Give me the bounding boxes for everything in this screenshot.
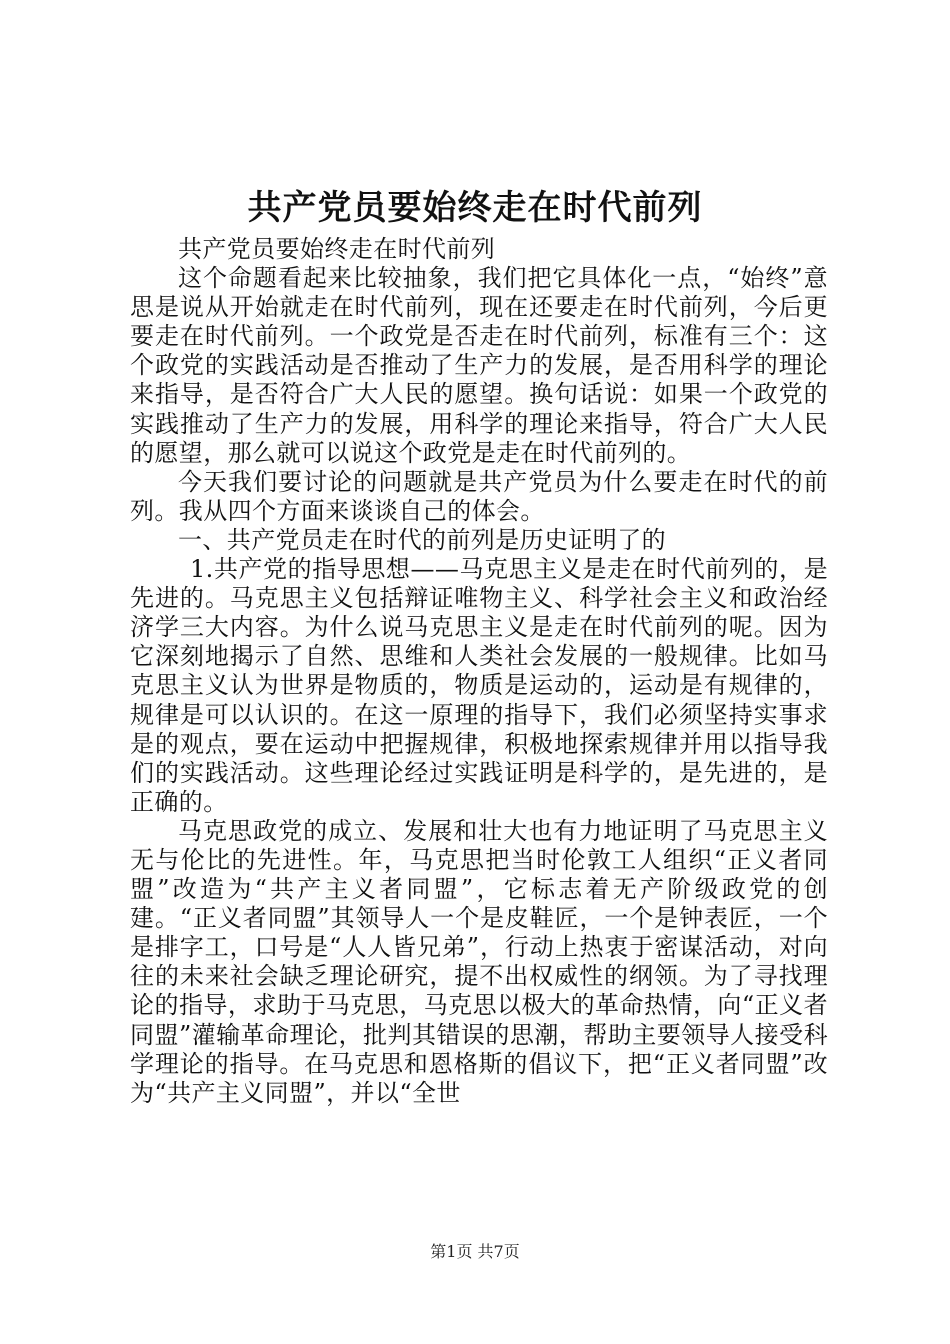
document-title: 共产党员要始终走在时代前列 bbox=[247, 188, 703, 228]
document-body bbox=[130, 235, 828, 1108]
subtitle-paragraph: 共产党员要始终走在时代前列 bbox=[178, 235, 496, 263]
paragraph: 马克思政党的成立、发展和壮大也有力地证明了马克思主义无与伦比的先进性。年，马克思把当时伦敦工人组织“正义者同盟”改造为“共产主义者同盟”，它标志着无产阶级政党的创建。“正义者同盟”其领导人一个是皮鞋匠，一个是钟表匠，一个是排字工，口号是“人人皆兄弟”，行动上热衷于密谋活动，对向往的未来社会缺乏理论研究，提不出权威性的纲领。为了寻找理论的指导，求助于马克思，马克思以极大的革命热情，向“正义者同盟”灌输革命理论，批判其错误的思潮，帮助主要领导人接受科学理论的指导。在马克思和恩格斯的倡议下，把“正义者同盟”改为“共产主义同盟”，并以“全世 bbox=[130, 816, 828, 1107]
page-footer: 第1页 共7页 bbox=[430, 1242, 520, 1261]
section-heading: 一、共产党员走在时代的前列是历史证明了的 bbox=[178, 525, 666, 554]
paragraph: 这个命题看起来比较抽象，我们把它具体化一点，“始终”意思是说从开始就走在时代前列，现在还要走在时代前列，今后更要走在时代前列。一个政党是否走在时代前列，标准有三个：这个政党的实践活动是否推动了生产力的发展，是否用科学的理论来指导，是否符合广大人民的愿望。换句话说：如果一个政党的实践推动了生产力的发展，用科学的理论来指导，符合广大人民的愿望，那么就可以说这个政党是走在时代前列的。 bbox=[130, 264, 828, 467]
paragraph: 今天我们要讨论的问题就是共产党员为什么要走在时代的前列。我从四个方面来谈谈自己的体会。 bbox=[130, 467, 828, 525]
numbered-paragraph: 1.共产党的指导思想——马克思主义是走在时代前列的，是先进的。马克思主义包括辩证唯物主义、科学社会主义和政治经济学三大内容。为什么说马克思主义是走在时代前列的呢。因为它深刻地揭示了自然、思维和人类社会发展的一般规律。比如马克思主义认为世界是物质的，物质是运动的，运动是有规律的，规律是可以认识的。在这一原理的指导下，我们必须坚持实事求是的观点，要在运动中把握规律，积极地探索规律并用以指导我们的实践活动。这些理论经过实践证明是科学的，是先进的，是正确的。 bbox=[130, 555, 828, 816]
